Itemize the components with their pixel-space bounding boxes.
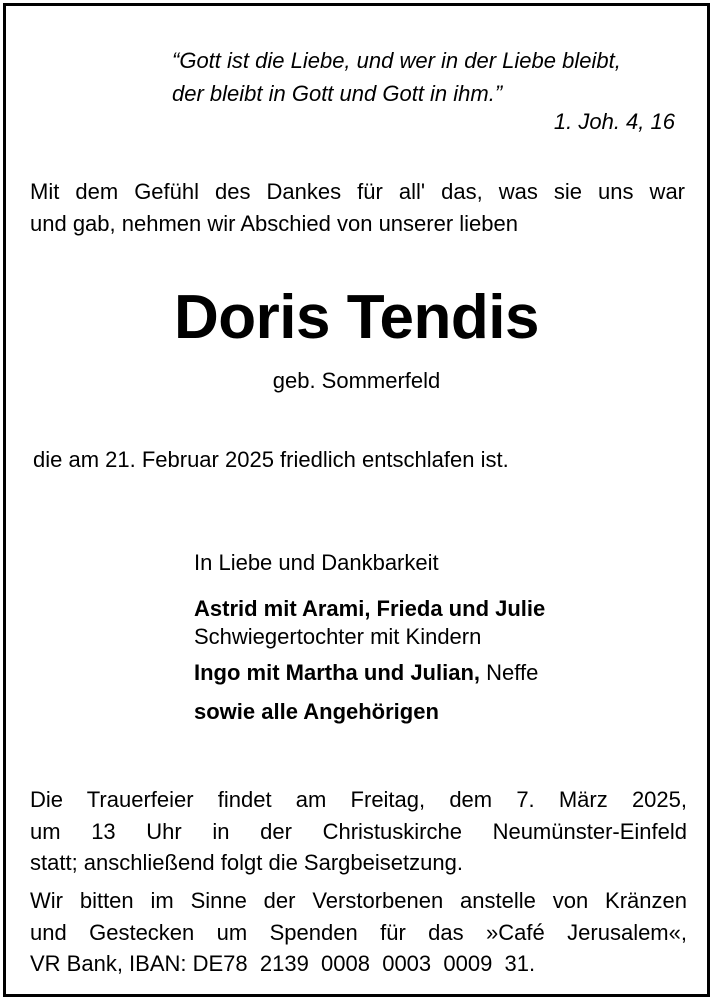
bible-quote	[172, 44, 697, 110]
mourner-group-2-relation: Neffe	[480, 660, 539, 685]
quote-line-1: “Gott ist die Liebe, und wer in der Liebe bleibt,	[172, 48, 621, 73]
mourners-block	[194, 549, 545, 726]
service-line-2: um 13 Uhr in der Christuskirche Neumünster-Einfeld	[30, 818, 687, 844]
mourner-group-2-line	[194, 659, 545, 687]
service-line-3: statt; anschließend folgt die Sargbeisetzung.	[30, 850, 463, 875]
service-line-1: Die Trauerfeier findet am Freitag, dem 7. März 2025,	[30, 787, 687, 812]
quote-line-2: der bleibt in Gott und Gott in ihm.”	[172, 81, 503, 106]
mourners-intro: In Liebe und Dankbarkeit	[194, 550, 439, 575]
donation-line-1: Wir bitten im Sinne der Verstorbenen anstelle von Kränzen	[30, 888, 687, 913]
funeral-service-text	[30, 784, 687, 879]
intro-line-1: Mit dem Gefühl des Dankes für all' das, was sie uns war	[30, 179, 685, 204]
mourner-group-2: Ingo mit Martha und Julian,	[194, 660, 480, 685]
donation-line-3: VR Bank, IBAN: DE78 2139 0008 0003 0009 31.	[30, 951, 536, 976]
quote-reference: 1. Joh. 4, 16	[553, 109, 675, 134]
intro-text	[30, 176, 685, 240]
donation-line-2: und Gestecken um Spenden für das »Café Jerusalem«,	[30, 919, 687, 945]
birth-name: geb. Sommerfeld	[272, 368, 441, 393]
deceased-name: Doris Tendis	[174, 283, 539, 352]
mourner-group-1: Astrid mit Arami, Frieda und Julie	[194, 596, 546, 621]
intro-line-2: und gab, nehmen wir Abschied von unserer lieben	[30, 211, 518, 236]
mourner-group-3: sowie alle Angehörigen	[194, 699, 439, 724]
death-statement: die am 21. Februar 2025 friedlich entschlafen ist.	[33, 447, 509, 472]
donation-text	[30, 885, 687, 980]
mourner-group-1-relation: Schwiegertochter mit Kindern	[194, 624, 482, 649]
